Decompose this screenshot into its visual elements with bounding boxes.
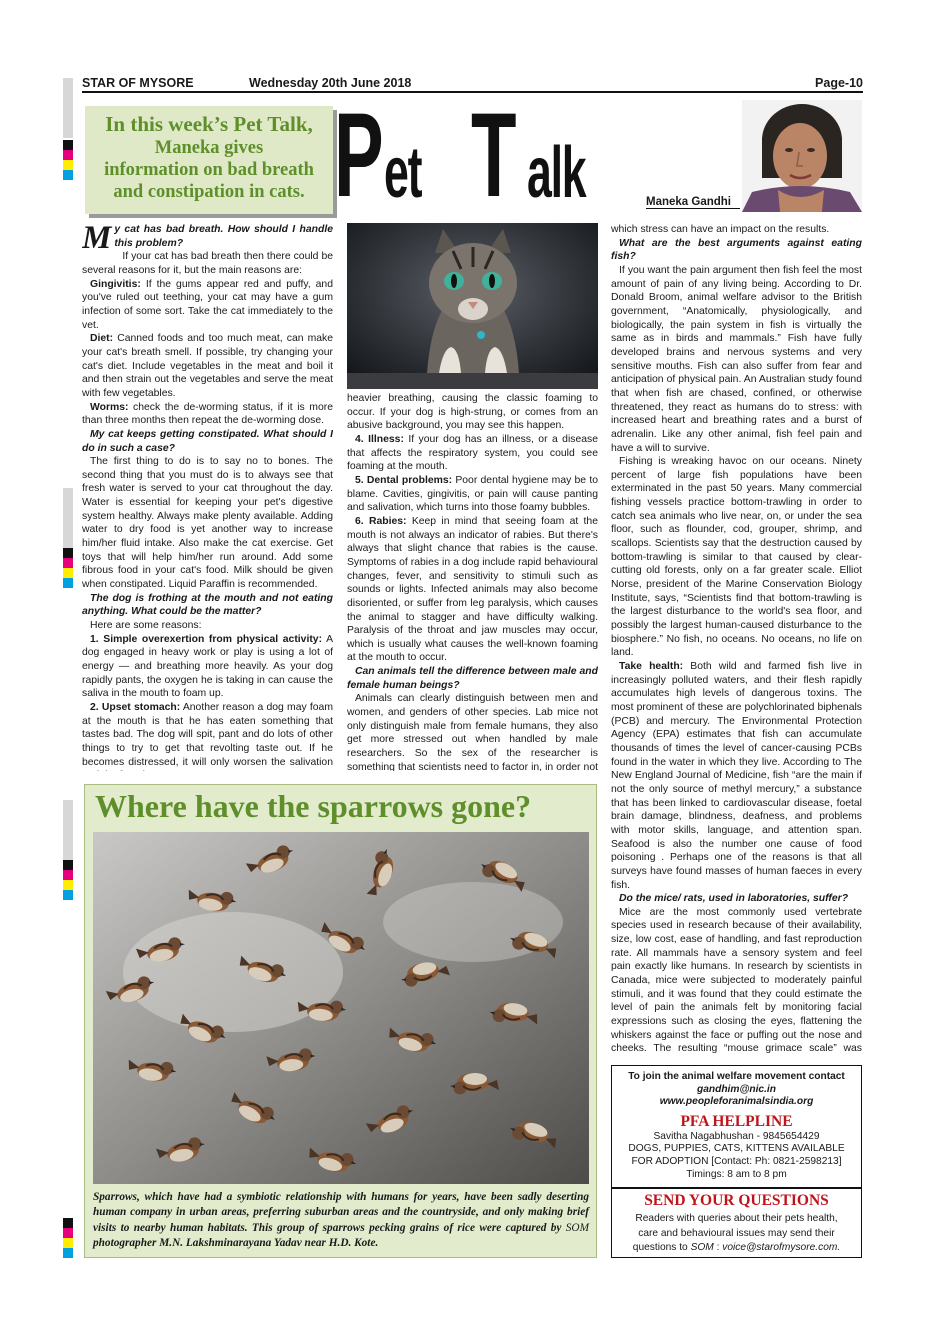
send-questions-title: SEND YOUR QUESTIONS xyxy=(644,1192,829,1209)
heading-letters: alk xyxy=(527,133,586,213)
paragraph-text: Canned foods and too much meat, can make your cat's breath smell. If possible, try changing your cat's diet. Include vegetables in the meat and boil it and then strain out the vegetables and serve the meat with few vegetables. xyxy=(82,333,333,399)
paragraph: heavier breathing, causing the classic foaming to occur. If your dog is high-strung, or comes from an abusive background, you may see this happen. xyxy=(347,393,598,432)
article-column-3 xyxy=(611,223,862,1055)
paragraph xyxy=(82,332,333,400)
cat-photo xyxy=(347,223,598,389)
caption-text: photographer M.N. Lakshminarayana Yadav near H.D. Kote. xyxy=(93,1236,379,1249)
bold-label: 5. Dental problems: xyxy=(355,474,453,486)
send-email[interactable]: voice@starofmysore.com. xyxy=(722,1242,841,1253)
drop-cap: M xyxy=(82,223,112,256)
sparrows-photo xyxy=(93,832,589,1184)
paragraph xyxy=(82,633,333,701)
contact-email[interactable]: gandhim@nic.in xyxy=(697,1083,776,1095)
bold-label: 6. Rabies: xyxy=(355,515,407,527)
send-text: questions to xyxy=(632,1242,691,1253)
send-text: SOM xyxy=(690,1242,714,1253)
paragraph: If you want the pain argument then fish feel the most amount of pain of any living being. According to Dr. Donald Broom, animal welfare advisor to the British government, “Anatomically, physiologically, and biologically, the pain system in fish is virtually the same as in birds and mammals.” Fish have fully developed brains and nervous systems and very sensitive mouths. Fish can also suffer from fear and anticipation of physical pain. An Australian study found that when fish are chased, confined, or otherwise threatened, they react as humans do to stress: with increased heart and breathing rates and a burst of adrenalin. Like any other animal, fish feel pain and have a will to survive. xyxy=(611,264,862,454)
paragraph xyxy=(82,278,333,333)
paragraph: The first thing to do is to say no to bones. The second thing that you must do is to always see that fresh water is served to your cat throughout the day. Water is essential for keeping your pet's digestive system healthy. Always make plenty available. Adding water to dry food is yet another way to increase him/her fluid intake. Also make the cat exercise. Get toys that will help him/her run around. Add some fibrous food in your cat's food. Milk should be given when constipated. Liquid Paraffin is recommended. xyxy=(82,456,333,591)
registration-marks xyxy=(63,548,73,588)
send-line xyxy=(612,1241,861,1256)
paragraph-text: Keep in mind that seeing foam at the mouth is not always an indicator of rabies. But there's always that slight chance that rabies is the cause. Symptoms of rabies in a dog include rapid behavioural changes, fever, and sensitivity to stimuli such as sounds or lights. Infected animals may also become disoriented, or suffer from leg paralysis, which causes the animal to stagger and have difficulty walking. Paralysis of the throat and jaw muscles may occur, which is usually what causes the well-known foaming at the mouth to occur. xyxy=(347,515,598,664)
question xyxy=(82,223,333,256)
paragraph-text: A dog engaged in heavy work or play is using a lot of energy — and breathing more heavily. As your dog rapidly pants, the oxygen he is taking in can cause the saliva in the mouth to foam up. xyxy=(82,633,333,700)
paragraph: which stress can have an impact on the results. xyxy=(611,224,830,235)
photo-caption xyxy=(93,1190,589,1251)
paragraph: Here are some reasons: xyxy=(90,620,202,632)
paragraph: If your cat has bad breath then there could be several reasons for it, but the main reasons are: xyxy=(82,251,333,276)
bold-label: Worms: xyxy=(90,401,129,413)
paragraph-text: If the gums appear red and puffy, and you've ruled out teething, your cat may have a gum infection of some sort. Take the cat immediately to the vet. xyxy=(82,278,333,331)
registration-marks xyxy=(63,1218,73,1258)
website-link[interactable]: www.peopleforanimalsindia.org xyxy=(659,1096,814,1108)
caption-text: Sparrows, which have had a symbiotic relationship with humans for years, have been sadly deserting human company in urban areas, preferring suburban areas and the countryside, and only making brief visits to nearby human habitats. This group of sparrows pecking grains of rice were captured by xyxy=(93,1191,589,1234)
intro-box xyxy=(85,106,333,214)
paragraph xyxy=(82,701,333,771)
intro-line: and constipation in cats. xyxy=(113,182,305,202)
registration-bar xyxy=(63,488,73,548)
helpline-title: PFA HELPLINE xyxy=(680,1112,793,1130)
adoption-line: DOGS, PUPPIES, CATS, KITTENS AVAILABLE xyxy=(628,1143,845,1155)
divider xyxy=(612,1187,861,1189)
registration-bar xyxy=(63,78,73,138)
paragraph: Animals can clearly distinguish between men and women, and genders of other species. Lab mice not only distinguish male from female humans, they also get more stressed out when handled by male researchers. So the sex of the researcher is something that scientists need to factor in, in order not xyxy=(347,693,598,771)
paragraph xyxy=(611,660,862,892)
paragraph-text: Poor dental hygiene may be to blame. Cavities, gingivitis, or pain will cause panting and salivation, which turns into those foamy bubbles. xyxy=(347,474,598,514)
intro-line: In this week’s Pet Talk, xyxy=(105,112,313,136)
registration-bar xyxy=(63,800,73,860)
bold-label: 4. Illness: xyxy=(355,433,404,445)
adoption-line: FOR ADOPTION [Contact: Ph: 0821-2598213] xyxy=(631,1155,842,1167)
issue-date: Wednesday 20th June 2018 xyxy=(249,76,412,90)
send-line: Readers with queries about their pets health, xyxy=(635,1213,838,1224)
registration-marks xyxy=(63,140,73,180)
author-portrait xyxy=(742,100,862,212)
bold-label: 2. Upset stomach: xyxy=(90,701,181,713)
registration-marks xyxy=(63,860,73,900)
newspaper-name: STAR OF MYSORE xyxy=(82,76,194,90)
feature-title: Where have the sparrows gone? xyxy=(95,788,532,824)
paragraph-text: Another reason a dog may foam at the mouth is that he has eaten something that tastes bad. The dog will spit, pant and do lots of other things to try to get that revolting taste out. If he becomes distressed, it will only worsen the salivation xyxy=(82,701,333,768)
bold-label: Take health: xyxy=(619,661,684,672)
send-questions-section xyxy=(612,1192,861,1256)
question: Can animals tell the difference between male and female human beings? xyxy=(347,666,598,691)
bold-label: 1. Simple overexertion from physical activity: xyxy=(90,633,323,645)
question: Do the mice/ rats, used in laboratories, suffer? xyxy=(619,893,849,905)
intro-line: information on bad breath xyxy=(104,160,314,180)
paragraph xyxy=(347,474,598,515)
timings: Timings: 8 am to 8 pm xyxy=(686,1168,787,1180)
article-column-2 xyxy=(347,392,598,771)
paragraph xyxy=(82,401,333,428)
paragraph-text: check the de-worming status, if it is more than three months then repeat the de-worming dose. xyxy=(82,401,333,427)
paragraph-text: Both wild and farmed fish live in increasingly polluted waters, and their flesh rapidly accumulates high levels of dangerous toxins. The most prominent of these are polychlorinated biphenals (PCB) and mercury. The Environmental Protection Agency (EPA) estimates that fish can accumulate thousands of times the level of cancer-causing PCBs found in the water in which they live. According to The New England Journal of Medicine, fish “are the main if not the only source of methyl mercury,” a substance that has been linked to cardiovascular disease, foetal brain damage, blindness, deafness, and problems with motor skills, language, and attention span. Seafood is also the number one cause of food poisoning . Perhaps one of the reasons is that all surveys have found masses of human faeces in every fish. xyxy=(611,661,862,891)
question: What are the best arguments against eating fish? xyxy=(611,237,862,263)
paragraph: Fishing is wreaking havoc on our oceans. Ninety percent of large fish populations have been exterminated in the past 50 years. Many commercial fishing vessels practice bottom-trawling in order to catch sea animals who live near, on, or under the sea floor, such as flounder, cod, grouper, shrimp, and scallops. Scientists say that the destruction caused by bottom-trawling is similar to that caused by clear-cutting old forests, only on a far greater scale. Elliot Norse, president of the Marine Conservation Biology Institute, says, “Scientists find that bottom-trawling is the largest disturbance to the world's sea floor, and possibly the largest human-caused disturbance to the biosphere.” No fish, no oceans. No oceans, no life on land. xyxy=(611,456,862,659)
helpline-contact: Savitha Nagabhushan - 9845654429 xyxy=(653,1130,820,1142)
helpline-box xyxy=(611,1065,862,1258)
bold-label: Diet: xyxy=(90,333,114,345)
paragraph xyxy=(347,515,598,665)
author-byline: Maneka Gandhi xyxy=(646,196,740,209)
bold-label: Gingivitis: xyxy=(90,278,141,290)
send-text: : xyxy=(713,1242,723,1253)
send-line: care and behavioural issues may send their xyxy=(638,1227,835,1239)
question: My cat keeps getting constipated. What should I do in such a case? xyxy=(82,428,333,454)
question-text: y cat has bad breath. How should I handle this problem? xyxy=(114,224,333,249)
paragraph-text: If your dog has an illness, or a disease that affects the respiratory system, you could see foaming at the mouth. xyxy=(347,433,598,473)
sparrows-feature xyxy=(84,784,597,1258)
page-number: Page-10 xyxy=(815,76,863,90)
paragraph xyxy=(347,433,598,474)
caption-text: SOM xyxy=(565,1221,589,1234)
heading-letter: T xyxy=(471,88,517,222)
heading-letters: et xyxy=(384,133,422,213)
intro-line: Maneka gives xyxy=(154,138,264,158)
join-text: To join the animal welfare movement contact xyxy=(628,1071,845,1082)
article-column-1 xyxy=(82,223,333,771)
heading-letter: P xyxy=(334,88,382,222)
question: The dog is frothing at the mouth and not eating anything. What could be the matter? xyxy=(82,592,333,618)
paragraph: Mice are the most commonly used vertebrate species used in research because of their availability, size, low cost, ease of handling, and fast reproduction rate. All mammals have a sensory system and feel pain exactly like humans. In research by scientists in Canada, mice were subjected to moderately painful stimuli, and it was found that they could estimate the level of pain the animals felt by monitoring facial expressions such as closing the eyes, flattening the whiskers against the face or puffing out the nose and cheeks. The resulting “mouse grimace scale” was xyxy=(611,906,862,1055)
